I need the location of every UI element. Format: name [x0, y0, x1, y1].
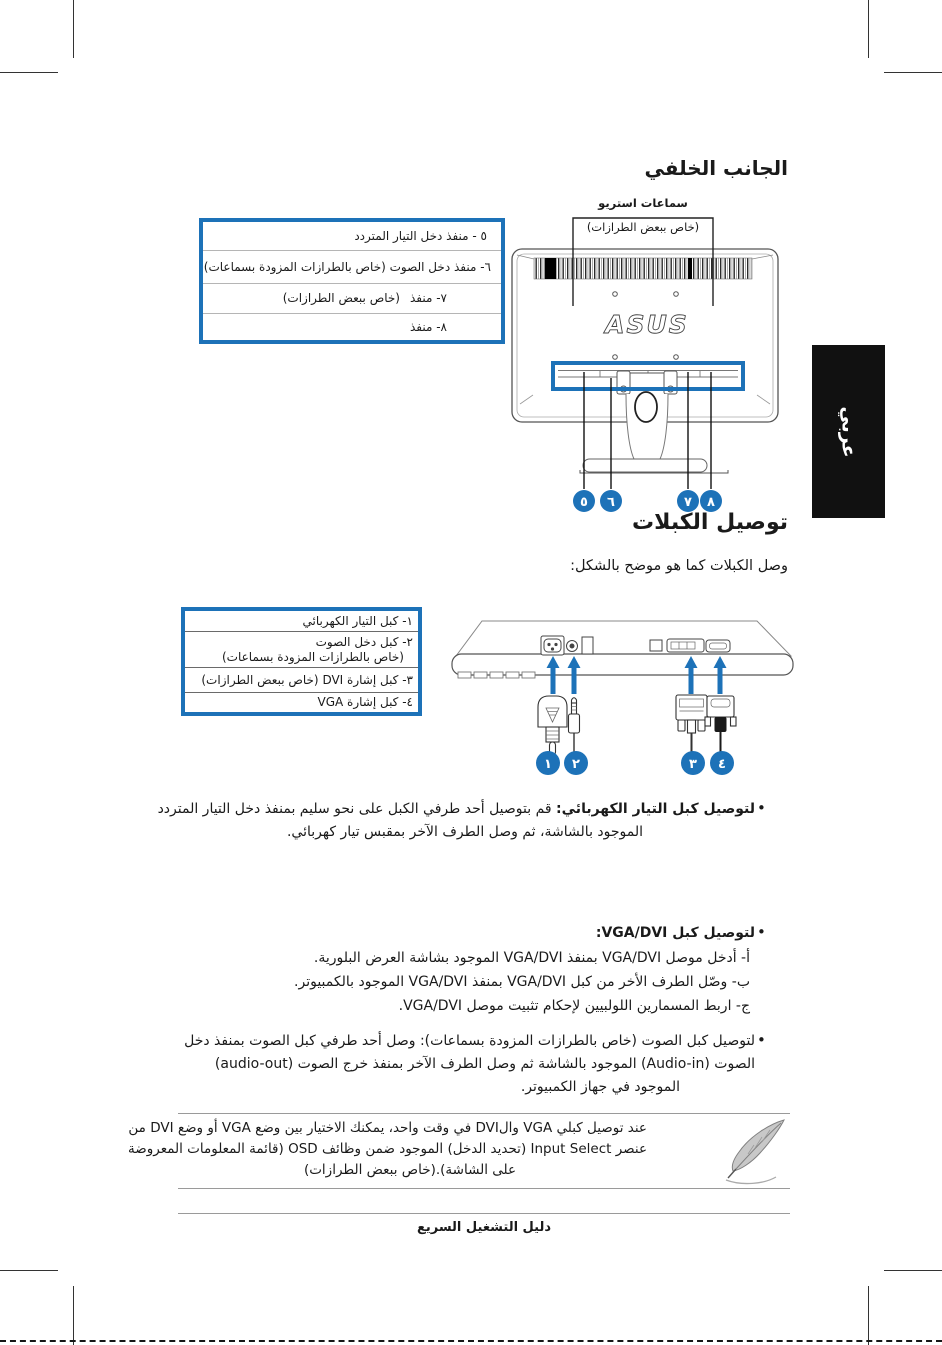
bullet-marker: •	[757, 1031, 766, 1049]
cable-note: (خاص بالطرازات المزودة بسماعات)	[222, 649, 404, 664]
crop-mark-top-left-v	[73, 0, 74, 58]
vga-dvi-heading: لتوصيل كبل VGA/DVI:	[595, 925, 755, 941]
badge-5: ٥	[580, 495, 588, 510]
small-port	[582, 637, 593, 654]
table-row	[185, 611, 418, 632]
trim-dashed-line	[0, 1340, 942, 1342]
crop-mark-bottom-left-v	[73, 1286, 74, 1345]
badge-7: ٧	[684, 495, 692, 510]
small-port	[650, 640, 662, 651]
note-line3: على الشاشة).(خاص ببعض الطرازات)	[303, 1162, 517, 1178]
table-row	[203, 251, 501, 284]
table-row	[203, 314, 501, 340]
cable-label: ١- كبل التيار الكهربائي	[302, 613, 413, 628]
port-label: ٧- منفذ	[409, 291, 447, 305]
speaker-note: (خاص ببعض الطرازات)	[586, 220, 700, 234]
note-quill-icon	[718, 1116, 794, 1186]
audio-plug	[569, 698, 580, 760]
rear-port-badges	[573, 490, 722, 512]
table-row	[185, 632, 418, 668]
cable-label: ٢- كبل دخل الصوت	[315, 634, 413, 649]
port-label: ٨- منفذ	[409, 319, 447, 334]
badge-1: ١	[544, 757, 552, 772]
cable-connection-diagram	[448, 612, 800, 782]
connecting-intro: وصل الكبلات كما هو موضح بالشكل:	[570, 558, 788, 574]
vent-dark-block	[545, 258, 556, 279]
table-row	[185, 693, 418, 712]
section-title-back-side: الجانب الخلفي	[644, 156, 788, 180]
rear-ports-table	[199, 218, 505, 344]
cable-label: ٤- كبل إشارة VGA	[317, 695, 413, 709]
language-tab-label: عربي	[837, 405, 860, 458]
bottom-control-buttons	[458, 672, 535, 678]
crop-mark-top-right-v	[868, 0, 869, 58]
vent-grille	[534, 258, 752, 279]
crop-mark-bottom-right-h	[884, 1270, 942, 1271]
bullet-marker: •	[757, 799, 766, 817]
audio-cable-line2: الصوت (Audio-in) الموجود بالشاشة ثم وصل الطرف الآخر بمنفذ خرج الصوت (audio-out)	[214, 1056, 755, 1072]
crop-mark-top-right-h	[884, 72, 942, 73]
cable-badges	[536, 751, 734, 775]
note-top-rule	[178, 1113, 790, 1114]
bullet-marker: •	[757, 923, 766, 941]
vga-dvi-step-b: ب- وصّل الطرف الأخر من كبل VGA/DVI بمنفذ VGA/DVI الموجود بالكمبيوتر.	[294, 974, 750, 990]
footer-title: دليل التشغيل السريع	[416, 1220, 552, 1235]
table-row	[203, 222, 501, 251]
audio-cable-line3: الموجود في جهاز الكمبيوتر.	[520, 1079, 680, 1095]
note-bottom-rule	[178, 1188, 790, 1189]
vent-dark-block	[688, 258, 692, 279]
power-plug	[538, 696, 567, 755]
vga-dvi-step-a: أ- أدخل موصل VGA/DVI بمنفذ VGA/DVI الموجود بشاشة العرض البلورية.	[313, 950, 750, 966]
cables-table	[181, 607, 422, 716]
vga-dvi-step-c: ج- اربط المسمارين اللولبيين لإحكام تثبيت موصل VGA/DVI.	[398, 998, 750, 1014]
cable-label: ٣- كبل إشارة DVI (خاص ببعض الطرازات)	[201, 672, 413, 687]
note-line2: عنصر Input Select (تحديد الدخل) الموجود ضمن وظائف OSD (قائمة المعلومات المعروضة	[128, 1141, 647, 1157]
instruction-bold-lead: لتوصيل كبل التيار الكهربائي:	[556, 801, 755, 817]
badge-8: ٨	[707, 495, 715, 510]
badge-3: ٣	[689, 757, 697, 772]
speaker-label: سماعات استريو	[598, 196, 688, 210]
note-line1: عند توصيل كبلي VGA والDVI في وقت واحد، يمكنك الاختيار بين وضع VGA أو وضع DVI من	[128, 1120, 647, 1136]
section-title-connecting-cables: توصيل الكبلات	[632, 510, 788, 535]
port-note: (خاص ببعض الطرازات)	[282, 291, 400, 305]
cable-management-hole	[635, 392, 657, 422]
audio-cable-line1: لتوصيل كبل الصوت (خاص بالطرازات المزودة بسماعات): وصل أحد طرفي كبل الصوت بمنفذ دخل	[184, 1033, 755, 1049]
crop-mark-top-left-h	[0, 72, 58, 73]
monitor-rear-diagram	[500, 193, 800, 523]
port-label: ٥ - منفذ دخل التيار المتردد	[354, 228, 487, 243]
footer-rule	[178, 1213, 790, 1214]
asus-logo: ASUS	[605, 310, 689, 339]
power-cable-instruction-line1	[158, 798, 755, 820]
monitor-back-panel	[456, 621, 791, 656]
table-row	[203, 284, 501, 314]
crop-mark-bottom-left-h	[0, 1270, 58, 1271]
power-cable-instruction-line2: الموجود بالشاشة، ثم وصل الطرف الآخر بمقبس تيار كهربائي.	[286, 824, 644, 840]
table-row	[185, 668, 418, 693]
language-tab	[812, 345, 885, 518]
instruction-text: قم بتوصيل أحد طرفي الكبل على نحو سليم بمنفذ دخل التيار المتردد	[157, 801, 557, 817]
port-label: ٦- منفذ دخل الصوت (خاص بالطرازات المزودة بسماعات)	[203, 259, 491, 274]
badge-6: ٦	[607, 495, 615, 510]
badge-4: ٤	[718, 757, 726, 772]
crop-mark-bottom-right-v	[868, 1286, 869, 1345]
badge-2: ٢	[572, 757, 580, 772]
